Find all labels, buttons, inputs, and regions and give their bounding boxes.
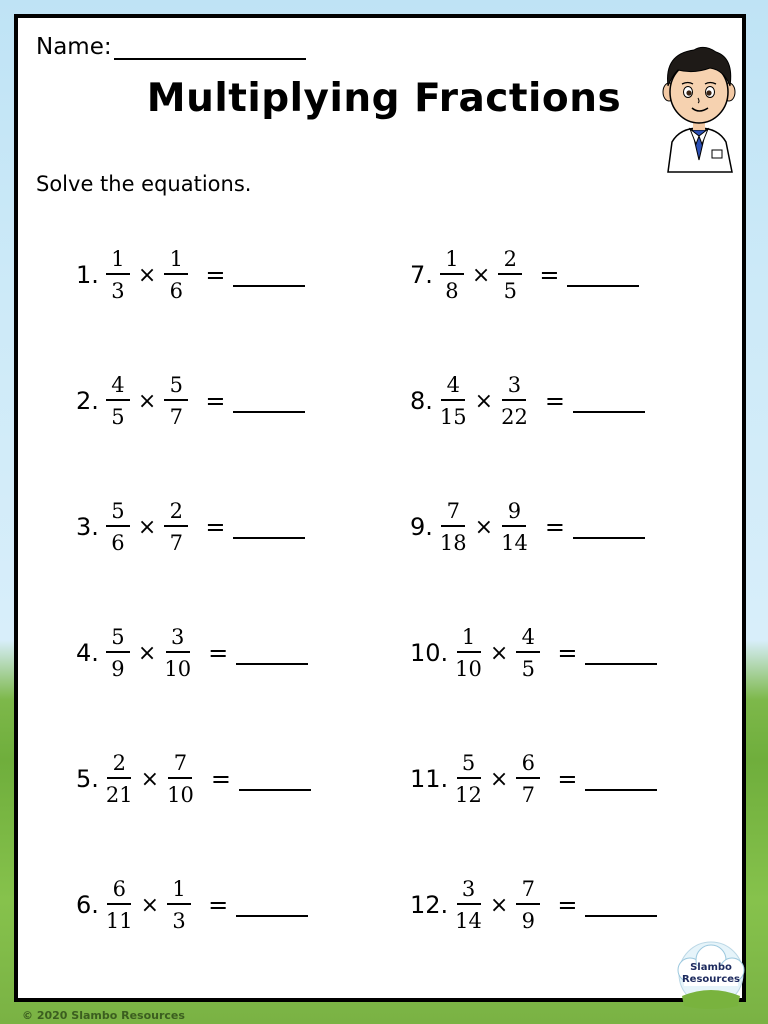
problem-number: 9.	[410, 513, 433, 541]
denominator: 10	[455, 657, 482, 681]
denominator: 8	[445, 279, 459, 303]
denominator: 5	[111, 405, 125, 429]
numerator: 5	[164, 373, 188, 401]
fraction-b	[164, 877, 194, 933]
fraction-a	[452, 877, 485, 933]
times-sign: ×	[137, 262, 157, 288]
answer-blank[interactable]	[585, 899, 657, 917]
times-sign: ×	[489, 892, 509, 918]
times-sign: ×	[137, 388, 157, 414]
problem-item	[410, 744, 657, 814]
denominator: 18	[439, 531, 467, 555]
problem-item	[76, 492, 305, 562]
denominator: 10	[167, 783, 194, 807]
times-sign: ×	[474, 514, 494, 540]
answer-blank[interactable]	[239, 773, 311, 791]
numerator: 1	[164, 247, 188, 275]
numerator: 7	[441, 499, 465, 527]
fraction-a	[452, 751, 485, 807]
denominator: 12	[455, 783, 482, 807]
denominator: 3	[111, 279, 125, 303]
numerator: 3	[502, 373, 526, 401]
times-sign: ×	[137, 640, 157, 666]
numerator: 3	[457, 877, 481, 905]
equals-sign: =	[544, 513, 565, 541]
denominator: 9	[111, 657, 125, 681]
logo-line1: Slambo	[690, 962, 732, 973]
fraction-b	[161, 499, 191, 555]
problem-item	[410, 366, 645, 436]
equals-sign: =	[557, 891, 578, 919]
problem-number: 3.	[76, 513, 99, 541]
numerator: 4	[441, 373, 465, 401]
denominator: 5	[521, 657, 536, 681]
equals-sign: =	[557, 765, 578, 793]
answer-blank[interactable]	[233, 269, 305, 287]
problem-number: 5.	[76, 765, 99, 793]
answer-blank[interactable]	[573, 395, 645, 413]
answer-blank[interactable]	[585, 773, 657, 791]
numerator: 5	[106, 499, 130, 527]
numerator: 6	[107, 877, 131, 905]
denominator: 3	[172, 909, 186, 933]
fraction-a	[437, 499, 470, 555]
problem-item	[76, 870, 308, 940]
name-field	[36, 34, 306, 60]
numerator: 5	[457, 751, 481, 779]
problem-item	[76, 744, 311, 814]
numerator: 1	[457, 625, 481, 653]
times-sign: ×	[471, 262, 491, 288]
answer-blank[interactable]	[573, 521, 645, 539]
equals-sign: =	[544, 387, 565, 415]
denominator: 22	[501, 405, 528, 429]
fraction-a	[452, 625, 485, 681]
instructions: Solve the equations.	[36, 172, 252, 196]
denominator: 6	[169, 279, 184, 303]
numerator: 4	[516, 625, 540, 653]
numerator: 4	[106, 373, 130, 401]
equals-sign: =	[205, 261, 226, 289]
problem-number: 2.	[76, 387, 99, 415]
fraction-a	[103, 247, 133, 303]
equals-sign: =	[205, 387, 226, 415]
logo-line2: Resources	[681, 974, 741, 985]
denominator: 11	[105, 909, 133, 933]
problem-item	[76, 240, 305, 310]
numerator: 7	[168, 751, 192, 779]
copyright-footer: © 2020 Slambo Resources	[22, 1009, 185, 1022]
equals-sign: =	[205, 513, 226, 541]
problem-item	[76, 618, 308, 688]
fraction-a	[437, 247, 467, 303]
numerator: 9	[502, 499, 526, 527]
equals-sign: =	[539, 261, 560, 289]
fraction-b	[495, 247, 525, 303]
problem-number: 4.	[76, 639, 99, 667]
fraction-b	[498, 499, 531, 555]
answer-blank[interactable]	[585, 647, 657, 665]
worksheet	[14, 14, 746, 1002]
problem-item	[410, 618, 657, 688]
denominator: 6	[111, 531, 125, 555]
denominator: 9	[521, 909, 536, 933]
denominator: 15	[439, 405, 467, 429]
problem-number: 12.	[410, 891, 449, 919]
equals-sign: =	[210, 765, 231, 793]
fraction-b	[513, 625, 543, 681]
numerator: 2	[498, 247, 522, 275]
problem-item	[76, 366, 305, 436]
denominator: 14	[501, 531, 528, 555]
problem-item	[410, 492, 645, 562]
fraction-b	[498, 373, 531, 429]
problem-number: 8.	[410, 387, 433, 415]
numerator: 1	[106, 247, 130, 275]
fraction-b	[164, 751, 197, 807]
name-blank-line[interactable]	[114, 36, 306, 60]
fraction-b	[513, 751, 543, 807]
times-sign: ×	[489, 766, 509, 792]
problem-number: 1.	[76, 261, 99, 289]
fraction-b	[161, 247, 191, 303]
equals-sign: =	[557, 639, 578, 667]
denominator: 7	[169, 405, 184, 429]
fraction-a	[103, 625, 133, 681]
answer-blank[interactable]	[236, 899, 308, 917]
numerator: 1	[167, 877, 191, 905]
scientist-boy-icon	[654, 40, 744, 176]
answer-blank[interactable]	[236, 647, 308, 665]
equals-sign: =	[208, 639, 229, 667]
numerator: 2	[164, 499, 188, 527]
times-sign: ×	[137, 514, 157, 540]
times-sign: ×	[474, 388, 494, 414]
answer-blank[interactable]	[567, 269, 639, 287]
fraction-b	[161, 373, 191, 429]
problem-number: 10.	[410, 639, 449, 667]
numerator: 2	[107, 751, 131, 779]
slambo-resources-logo	[672, 936, 750, 1014]
problem-number: 7.	[410, 261, 433, 289]
problem-number: 11.	[410, 765, 449, 793]
denominator: 10	[164, 657, 192, 681]
fraction-a	[103, 877, 136, 933]
times-sign: ×	[140, 766, 160, 792]
numerator: 1	[440, 247, 464, 275]
equals-sign: =	[208, 891, 229, 919]
numerator: 5	[106, 625, 130, 653]
denominator: 5	[503, 279, 518, 303]
page-title: Multiplying Fractions	[146, 76, 622, 121]
numerator: 3	[166, 625, 190, 653]
fraction-a	[103, 499, 133, 555]
problem-item	[410, 240, 639, 310]
fraction-a	[103, 751, 136, 807]
answer-blank[interactable]	[233, 395, 305, 413]
fraction-a	[103, 373, 133, 429]
denominator: 14	[455, 909, 482, 933]
fraction-b	[513, 877, 543, 933]
times-sign: ×	[140, 892, 160, 918]
problem-item	[410, 870, 657, 940]
times-sign: ×	[489, 640, 509, 666]
problem-number: 6.	[76, 891, 99, 919]
numerator: 6	[516, 751, 540, 779]
numerator: 7	[516, 877, 540, 905]
name-label: Name:	[36, 34, 112, 60]
fraction-a	[437, 373, 470, 429]
denominator: 7	[521, 783, 536, 807]
denominator: 7	[169, 531, 184, 555]
denominator: 21	[105, 783, 133, 807]
answer-blank[interactable]	[233, 521, 305, 539]
fraction-b	[161, 625, 194, 681]
